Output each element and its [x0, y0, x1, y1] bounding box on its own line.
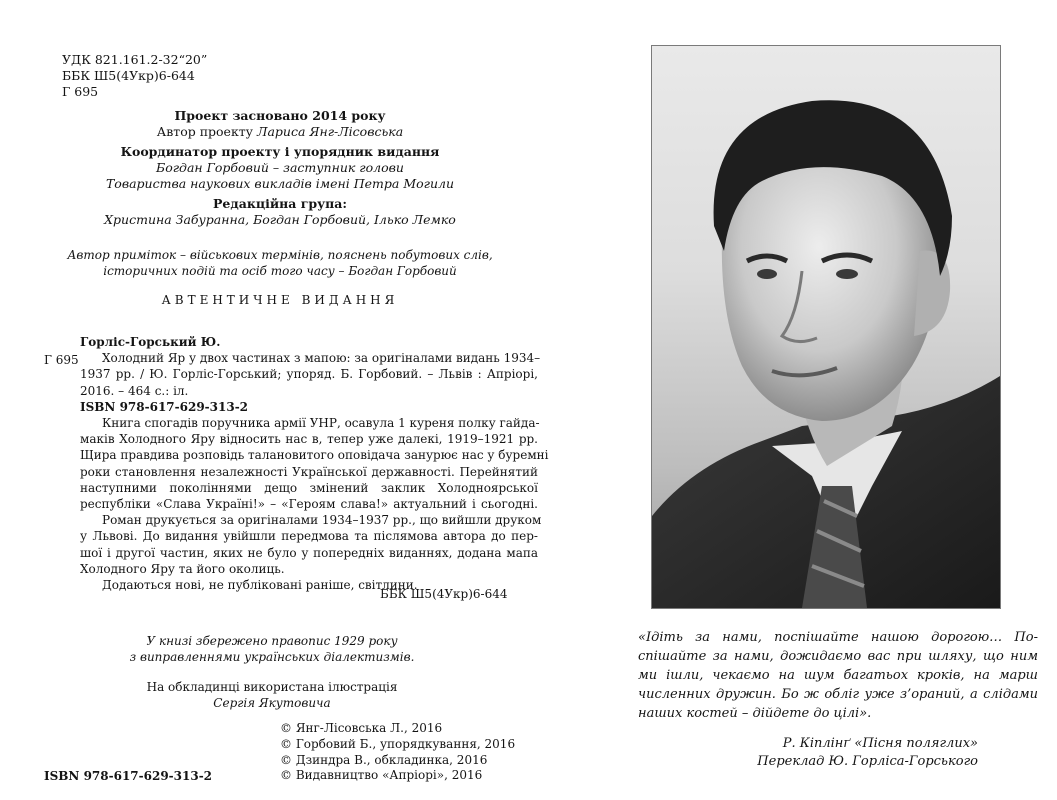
annotation-line: Холодного Яру та його околиць.	[80, 561, 285, 576]
annotation-line: Додаються нові, не публіковані раніше, світлини.	[102, 578, 418, 593]
quote-line: наших костей – дійдете до цілі».	[638, 706, 872, 721]
epigraph-attribution	[680, 735, 978, 771]
notes-author-line: історичних подій та осіб того часу – Богдан Горбовий	[103, 264, 457, 279]
project-imprint	[60, 108, 500, 228]
attribution-author: Р. Кіплінґ «Пісня поляглих»	[782, 736, 978, 751]
orthography-line: з виправленнями українських діалектизмів.	[129, 650, 415, 665]
coordinator-heading: Координатор проекту і упорядник видання	[120, 144, 440, 159]
annotation-line: Щира правдива розповідь талановитого оповідача занурює нас у буремні	[80, 448, 549, 463]
cover-note	[80, 679, 464, 711]
project-founded: Проект засновано 2014 року	[174, 108, 386, 123]
copyright-line: © Дзиндра В., обкладинка, 2016	[280, 752, 488, 767]
author-mark: Г 695	[62, 84, 99, 99]
bib-code: Г 695	[44, 353, 79, 367]
bibliographic-record	[44, 334, 549, 593]
classification-codes	[62, 52, 207, 100]
coordinator-society: Товариства наукових викладів імені Петра Могили	[105, 176, 455, 191]
copyright-line: © Горбовий Б., упорядкування, 2016	[280, 736, 516, 751]
bib-body	[80, 334, 549, 593]
orthography-line: У книзі збережено правопис 1929 року	[146, 634, 398, 648]
editorial-members: Христина Забуранна, Богдан Горбовий, Ілько Лемко	[104, 212, 456, 227]
copyright-line: © Янг-Лісовська Л., 2016	[280, 721, 443, 735]
annotation-line: Роман друкується за оригіналами 1934–1937 рр., що вийшли друком	[102, 513, 542, 528]
editorial-heading: Редакційна група:	[213, 196, 347, 211]
bbk-code: ББК Ш5(4Укр)6-644	[62, 68, 195, 83]
coordinator-line: Богдан Горбовий – заступник голови	[156, 160, 404, 175]
bib-description-line: 1937 рр. / Ю. Горліс-Горський; упоряд. Б. Горбовий. – Львів : Апріорі,	[80, 367, 538, 382]
bib-isbn: ISBN 978-617-629-313-2	[80, 399, 249, 414]
quote-line: ми ішли, чекаємо на шум багатьох кроків, на марш	[638, 668, 1038, 683]
quote-line: «Ідіть за нами, поспішайте нашою дорогою… По-	[638, 630, 1038, 645]
bib-description-line: Холодний Яр у двох частинах з мапою: за оригіналами видань 1934–	[102, 351, 541, 366]
cover-artist: Сергія Якутовича	[213, 696, 331, 711]
right-page	[530, 0, 1057, 800]
copyright-block	[280, 721, 515, 784]
project-author-name: Лариса Янг-Лісовська	[257, 124, 404, 139]
notes-author	[60, 247, 500, 279]
quote-line: спішайте за нами, дожидаємо вас при шляху, що ним	[638, 649, 1038, 664]
notes-author-line: Автор приміток – військових термінів, пояснень побутових слів,	[67, 248, 493, 262]
annotation-line: шої і другої частин, яких не було у попередніх виданнях, додана мапа	[80, 545, 538, 560]
annotation-line: маків Холодного Яру відносить нас в, тепер уже далекі, 1919–1921 рр.	[80, 432, 538, 447]
author-portrait-photo	[651, 45, 1001, 609]
cover-label: На обкладинці використана ілюстрація	[146, 680, 398, 694]
project-author-line	[60, 124, 500, 140]
bib-description-line: 2016. – 464 с.: іл.	[80, 383, 189, 398]
annotation-line: республіки «Слава Україні!» – «Героям слава!» актуальний і сьогодні.	[80, 497, 538, 512]
copyright-line: © Видавництво «Апріорі», 2016	[280, 768, 483, 783]
orthography-note	[80, 633, 464, 665]
annotation-line: у Львові. До видання увійшли передмова та післямова автора до пер-	[80, 529, 538, 544]
project-author-label: Автор проекту	[156, 124, 258, 139]
udk-code: УДК 821.161.2-32“20”	[62, 52, 208, 67]
authentic-edition-label: АВТЕНТИЧНЕ ВИДАННЯ	[161, 293, 399, 307]
isbn-bottom: ISBN 978-617-629-313-2	[44, 769, 213, 783]
portrait-illustration	[652, 46, 1000, 608]
annotation-line: наступними поколіннями дещо змінений заклик Холодноярської	[80, 480, 538, 495]
bbk-code-bottom: ББК Ш5(4Укр)6-644	[380, 587, 508, 601]
annotation-line: Книга спогадів поручника армії УНР, осавула 1 куреня полку гайда-	[102, 416, 540, 431]
epigraph-quote	[638, 628, 1038, 723]
quote-line: численних дружин. Бо ж обліг уже з’ораний, а слідами	[638, 687, 1038, 702]
attribution-translator: Переклад Ю. Горліса-Горського	[757, 754, 978, 769]
annotation-line: роки становлення незалежності Української державності. Перейнятий	[80, 464, 538, 479]
bib-author: Горліс-Горський Ю.	[80, 335, 221, 349]
